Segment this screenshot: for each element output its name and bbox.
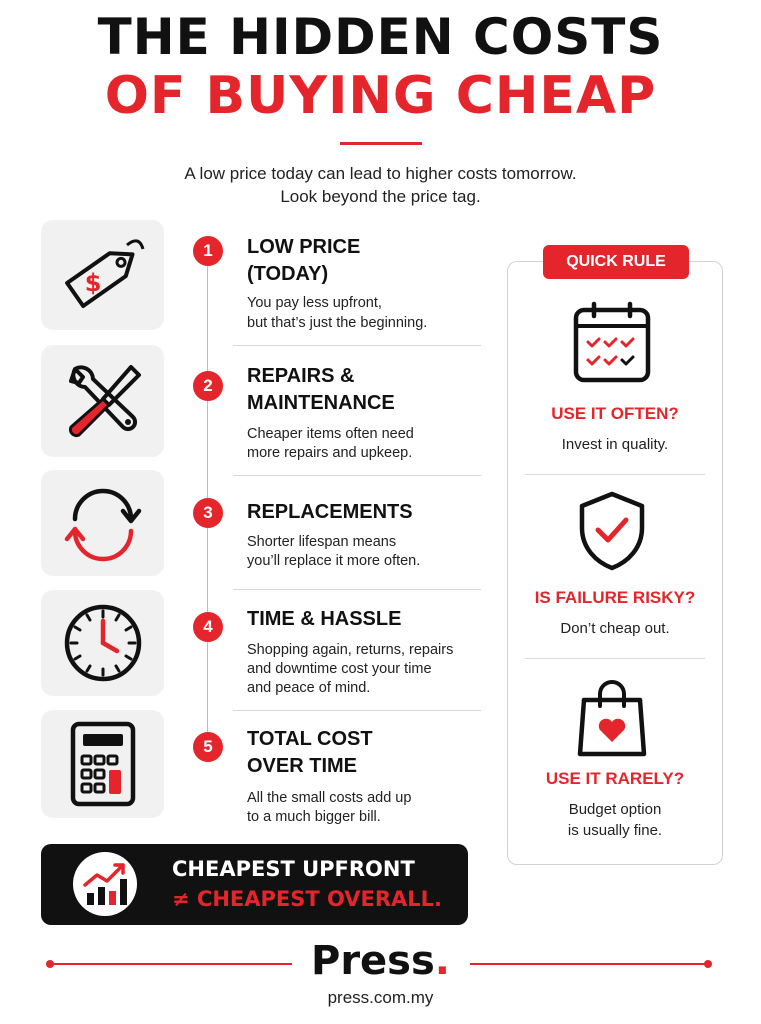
step-5-number: 5 xyxy=(193,732,223,762)
price-tag-icon xyxy=(55,227,151,323)
step-separator xyxy=(233,710,481,711)
step-separator xyxy=(233,475,481,476)
banner-line-1: CHEAPEST UPFRONT xyxy=(172,857,415,881)
brand-name: Press xyxy=(311,938,435,984)
title-line-2: OF BUYING CHEAP xyxy=(104,66,657,126)
subtitle-line-1: A low price today can lead to higher costs tomorrow. xyxy=(184,164,577,183)
step-1-title-line-2: (TODAY) xyxy=(247,263,329,285)
calculator-icon xyxy=(63,720,143,808)
tools-icon xyxy=(57,355,149,447)
step-2-desc-line-2: more repairs and upkeep. xyxy=(247,445,413,461)
rule-1-desc-line-1: Invest in quality. xyxy=(561,436,669,453)
step-1-title-line-1: LOW PRICE xyxy=(247,236,361,258)
step-3-title-line-1: REPLACEMENTS xyxy=(247,501,413,523)
step-1-icon-box xyxy=(41,220,164,330)
step-5-desc-line-1: All the small costs add up xyxy=(247,790,412,806)
banner-line-2: ≠ CHEAPEST OVERALL. xyxy=(172,887,443,911)
step-3-desc-line-1: Shorter lifespan means xyxy=(247,534,397,550)
shopping-bag-icon xyxy=(566,676,658,762)
rising-chart-icon xyxy=(81,861,129,907)
step-3-number: 3 xyxy=(193,498,223,528)
step-1-desc-line-1: You pay less upfront, xyxy=(247,295,382,311)
banner-icon-circle xyxy=(73,852,137,916)
step-1-number: 1 xyxy=(193,236,223,266)
rule-3-desc-line-2: is usually fine. xyxy=(567,822,663,839)
shield-check-icon xyxy=(566,488,658,574)
brand-url-link[interactable]: press.com.my xyxy=(327,988,434,1007)
quick-rule-badge: QUICK RULE xyxy=(543,245,689,279)
step-2-title-line-2: MAINTENANCE xyxy=(247,392,395,414)
step-5-desc-line-2: to a much bigger bill. xyxy=(247,809,381,825)
step-separator xyxy=(233,345,481,346)
clock-icon xyxy=(61,601,145,685)
rule-3-desc-line-1: Budget option xyxy=(568,801,662,818)
step-4-number: 4 xyxy=(193,612,223,642)
brand-dot: . xyxy=(434,938,450,984)
calendar-icon xyxy=(566,300,658,386)
step-4-title-line-1: TIME & HASSLE xyxy=(247,608,402,630)
step-separator xyxy=(233,589,481,590)
rule-1-title: USE IT OFTEN? xyxy=(551,404,679,423)
step-2-number: 2 xyxy=(193,371,223,401)
brand-logo[interactable] xyxy=(0,938,761,984)
step-2-title-line-1: REPAIRS & xyxy=(247,365,355,387)
step-1-desc-line-2: but that’s just the beginning. xyxy=(247,315,428,331)
subtitle-line-2: Look beyond the price tag. xyxy=(280,187,481,206)
step-2-icon-box xyxy=(41,345,164,457)
step-4-icon-box xyxy=(41,590,164,696)
step-2-desc-line-1: Cheaper items often need xyxy=(247,426,414,442)
step-4-desc-line-3: and peace of mind. xyxy=(247,680,371,696)
rule-separator xyxy=(525,474,705,475)
step-5-icon-box xyxy=(41,710,164,818)
svg-text:$: $ xyxy=(84,268,102,297)
step-3-icon-box xyxy=(41,470,164,576)
title-line-1: THE HIDDEN COSTS xyxy=(97,8,664,66)
rule-2-title: IS FAILURE RISKY? xyxy=(534,588,696,607)
timeline-line xyxy=(207,248,208,746)
step-5-title-line-2: OVER TIME xyxy=(247,755,358,777)
step-4-desc-line-1: Shopping again, returns, repairs xyxy=(247,642,454,658)
step-4-desc-line-2: and downtime cost your time xyxy=(247,661,432,677)
rule-2-desc-line-1: Don’t cheap out. xyxy=(560,620,670,637)
replace-cycle-icon xyxy=(61,481,145,565)
rule-2-desc xyxy=(507,618,723,639)
subtitle xyxy=(0,162,761,208)
rule-separator xyxy=(525,658,705,659)
step-5-title-line-1: TOTAL COST xyxy=(247,728,373,750)
step-3-desc-line-2: you’ll replace it more often. xyxy=(247,553,421,569)
rule-3-title: USE IT RARELY? xyxy=(545,769,685,788)
rule-3-desc xyxy=(507,799,723,841)
title-divider xyxy=(340,142,422,145)
rule-1-desc xyxy=(507,434,723,455)
